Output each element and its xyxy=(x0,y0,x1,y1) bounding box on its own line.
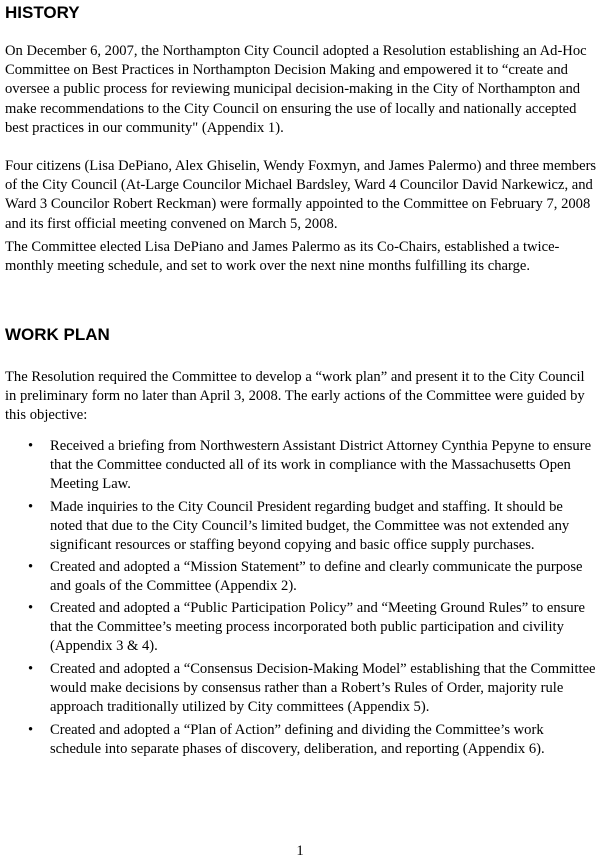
bullet-icon: • xyxy=(28,722,34,738)
history-paragraph-1: On December 6, 2007, the Northampton City Council adopted a Resolution establishing an Ad-Hoc Committee on Best Practices in Northampton Decision Making and empowered it to “create and oversee a public process for reviewing municipal decision-making in the City of Northampton and make recommendations to the City Council on ensuring the use of locally and nationally accepted best practices in our community" (Appendix 1). xyxy=(5,43,587,136)
work-plan-heading: WORK PLAN xyxy=(5,325,110,344)
history-heading: HISTORY xyxy=(5,3,80,22)
work-plan-intro: The Resolution required the Committee to develop a “work plan” and present it to the City Council in preliminary form no later than April 3, 2008. The early actions of the Committee were guided by this objective: xyxy=(5,369,585,424)
bullet-icon: • xyxy=(28,438,34,454)
bullet-icon: • xyxy=(28,661,34,677)
list-item-text: Received a briefing from Northwestern Assistant District Attorney Cynthia Pepyne to ensure that the Committee conducted all of its work in compliance with the Massachusetts Open Meeting Law. xyxy=(50,438,592,493)
list-item-text: Created and adopted a “Plan of Action” defining and dividing the Committee’s work schedule into separate phases of discovery, deliberation, and reporting (Appendix 6). xyxy=(50,722,545,758)
list-item-text: Created and adopted a “Consensus Decision-Making Model” establishing that the Committee would make decisions by consensus rather than a Robert’s Rules of Order, majority rule approach traditionally utilized by City committees (Appendix 5). xyxy=(50,661,596,716)
bullet-icon: • xyxy=(28,559,34,575)
bullet-icon: • xyxy=(28,600,34,616)
history-paragraph-2: Four citizens (Lisa DePiano, Alex Ghiselin, Wendy Foxmyn, and James Palermo) and three members of the City Council (At-Large Councilor Michael Bardsley, Ward 4 Councilor David Narkewicz, and Ward 3 Councilor Robert Reckman) were formally appointed to the Committee on February 7, 2008 and its first official meeting convened on March 5, 2008. xyxy=(5,158,597,232)
list-item-text: Created and adopted a “Public Participation Policy” and “Meeting Ground Rules” to ensure that the Committee’s meeting process incorporated both public participation and civility (Appendix 3 & 4). xyxy=(50,600,585,655)
page-number: 1 xyxy=(296,843,304,859)
list-item-text: Made inquiries to the City Council President regarding budget and staffing. It should be noted that due to the City Council’s limited budget, the Committee was not extended any significant resources or staffing beyond copying and basic office supply purchases. xyxy=(50,499,570,554)
bullet-icon: • xyxy=(28,499,34,515)
list-item-text: Created and adopted a “Mission Statement” to define and clearly communicate the purpose and goals of the Committee (Appendix 2). xyxy=(50,559,583,595)
history-paragraph-3: The Committee elected Lisa DePiano and James Palermo as its Co-Chairs, established a twice-monthly meeting schedule, and set to work over the next nine months fulfilling its charge. xyxy=(5,239,560,275)
